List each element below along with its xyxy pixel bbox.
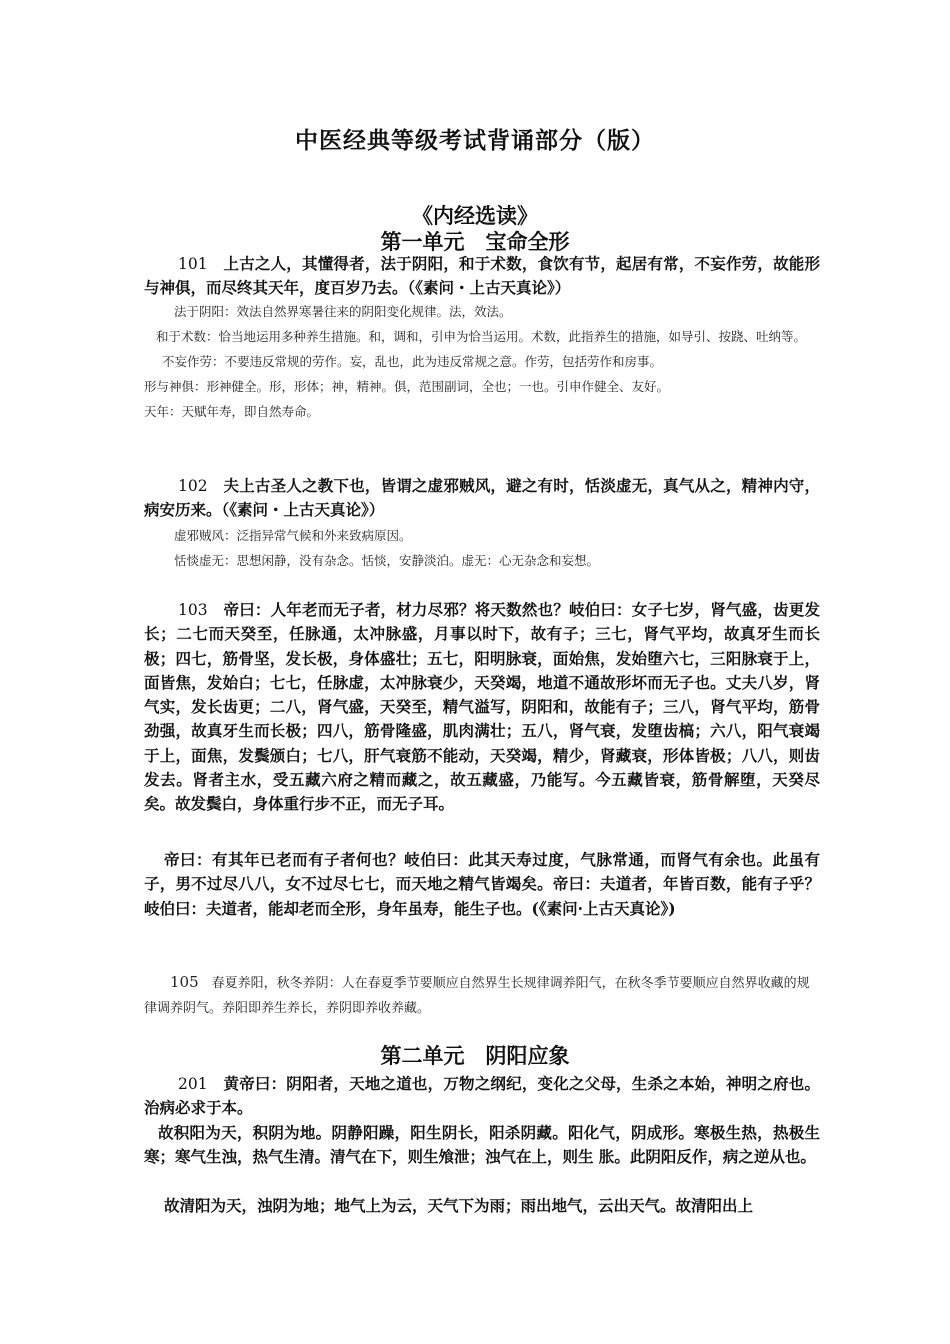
notes-101 — [144, 299, 820, 424]
passage-201-continued: 故积阳为天，积阴为地。阴静阳躁，阳生阴长，阳杀阴藏。阳化气，阴成形。寒极生热，热极生寒；寒气生浊，热气生清。清气在下，则生飧泄；浊气在上，则生 胀。此阴阳反作，病之逆从也。 — [144, 1123, 820, 1167]
passage-text: 帝曰：人年老而无子者，材力尽邪？将天数然也？岐伯曰：女子七岁，肾气盛，齿更发长；二七而天癸至，任脉通，太冲脉盛，月事以时下，故有子；三七，肾气平均，故真牙生而长极；四七，筋骨坚，发长极，身体盛壮；五七，阳明脉衰，面始焦，发始堕六七，三阳脉衰于上，面皆焦，发始白；七七，任脉虚，太冲脉衰少，天癸竭，地道不通故形坏而无子也。丈夫八岁，肾气实，发长齿更；二八，肾气盛，天癸至，精气溢写，阴阳和，故能有子；三八，肾气平均，筋骨劲强，故真牙生而长极；四八，筋骨隆盛，肌肉满壮；五八，肾气衰，发堕齿槁；六八，阳气衰竭于上，面焦，发鬓颁白；七八，肝气衰筋不能动，天癸竭，精少，肾藏衰，形体皆极；八八，则齿发去。肾者主水，受五藏六府之精而藏之，故五藏盛，乃能写。今五藏皆衰，筋骨解堕，天癸尽矣。故发鬓白，身体重行步不正，而无子耳。 — [144, 600, 820, 814]
passage-text: 夫上古圣人之教下也，皆谓之虚邪贼风，避之有时，恬淡虚无，真气从之，精神内守，病安历来。（《素问・上古天真论》） — [144, 476, 820, 520]
passage-201-continued-2: 故清阳为天，浊阴为地；地气上为云，天气下为雨；雨出地气，云出天气。故清阳出上 — [164, 1196, 754, 1215]
note-item: 天年：天赋年寿，即自然寿命。 — [144, 404, 320, 419]
note-item: 虚邪贼风：泛指异常气候和外来致病原因。 — [174, 528, 412, 543]
passage-105 — [144, 970, 820, 1021]
document-title: 中医经典等级考试背诵部分（版） — [295, 127, 655, 154]
notes-102 — [144, 523, 820, 573]
passage-number: 201 — [178, 1075, 208, 1093]
passage-103-continued: 帝曰：有其年已老而有子者何也？岐伯曰：此其天寿过度，气脉常通，而肾气有余也。此虽有子，男不过尽八八，女不过尽七七，而天地之精气皆竭矣。帝曰：夫道者，年皆百数，能有子乎？岐伯曰：夫道者，能却老而全形，身年虽寿，能生子也。(《素问·上古天真论》) — [144, 850, 820, 918]
unit1-title: 第一单元 宝命全形 — [380, 229, 570, 254]
note-item: 和于术数：恰当地运用多种养生措施。和，调和，引申为恰当运用。术数，此指养生的措施，如导引、按跷、吐纳等。 — [156, 329, 807, 344]
unit2-title: 第二单元 阴阳应象 — [380, 1043, 570, 1068]
passage-101 — [144, 252, 820, 301]
passage-103 — [144, 598, 820, 817]
note-item: 恬惔虚无：思想闲静，没有杂念。恬惔，安静淡泊。虚无：心无杂念和妄想。 — [174, 553, 600, 568]
book-title: 《内经选读》 — [412, 203, 538, 228]
note-item: 不妄作劳：不要违反常规的劳作。妄，乱也，此为违反常规之意。作劳，包括劳作和房事。 — [162, 354, 663, 369]
passage-102 — [144, 474, 820, 523]
passage-number: 101 — [178, 255, 208, 273]
note-item: 法于阴阳：效法自然界寒暑往来的阴阳变化规律。法，效法。 — [174, 304, 512, 319]
passage-text: 上古之人，其懂得者，法于阴阳，和于术数，食饮有节，起居有常，不妄作劳，故能形与神俱，而尽终其天年，度百岁乃去。（《素问・上古天真论》） — [144, 254, 820, 298]
passage-number: 105 — [170, 973, 199, 991]
note-item: 形与神俱：形神健全。形，形体；神，精神。俱，范围副词，全也；一也。引申作健全、友好。 — [144, 379, 670, 394]
passage-201 — [144, 1072, 820, 1121]
passage-text: 春夏养阳，秋冬养阴：人在春夏季节要顺应自然界生长规律调养阳气，在秋冬季节要顺应自然界收藏的规律调养阴气。养阳即养生养长，养阴即养收养藏。 — [144, 976, 810, 1016]
passage-number: 103 — [178, 601, 208, 619]
passage-text: 黄帝曰：阴阳者，天地之道也，万物之纲纪，变化之父母，生杀之本始，神明之府也。治病必求于本。 — [144, 1074, 820, 1118]
passage-number: 102 — [178, 477, 208, 495]
